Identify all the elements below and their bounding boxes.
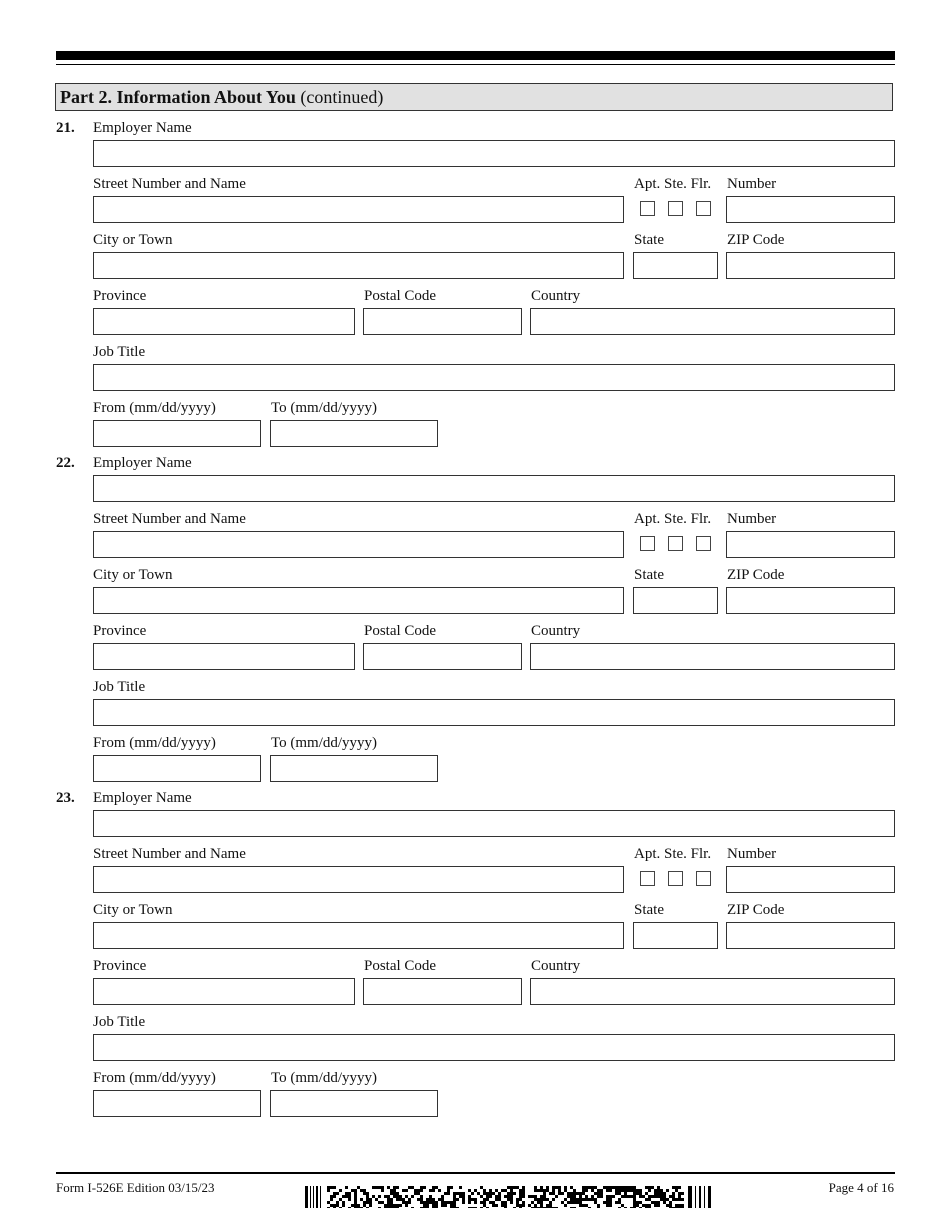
item-21-state-select[interactable] [633, 252, 718, 279]
item-21-employer-name-label: Employer Name [93, 120, 192, 136]
item-22-to-date-field[interactable] [270, 755, 438, 782]
barcode-icon [305, 1186, 712, 1208]
item-22-ste-checkbox[interactable] [668, 536, 683, 551]
item-22-state-select[interactable] [633, 587, 718, 614]
item-22-flr-checkbox[interactable] [696, 536, 711, 551]
top-rule-thick [56, 51, 895, 60]
item-23-employer-name-field[interactable] [93, 810, 895, 837]
item-21-apt-number-field[interactable] [726, 196, 895, 223]
item-22-city-label: City or Town [93, 567, 173, 583]
item-21-number: 21. [56, 120, 75, 136]
item-21-flr-checkbox[interactable] [696, 201, 711, 216]
item-22-apt-ste-flr-label: Apt. Ste. Flr. [634, 511, 712, 527]
item-21-country-label: Country [531, 288, 581, 304]
page-number: Page 4 of 16 [828, 1180, 894, 1195]
part-title: Part 2. Information About You [60, 87, 296, 107]
item-21-apt-checkbox[interactable] [640, 201, 655, 216]
item-22-apt-number-field[interactable] [726, 531, 895, 558]
item-21-country-field[interactable] [530, 308, 895, 335]
item-23-city-label: City or Town [93, 902, 173, 918]
item-23-state-select[interactable] [633, 922, 718, 949]
item-21-zip-field[interactable] [726, 252, 895, 279]
item-22-zip-label: ZIP Code [727, 567, 785, 583]
item-22-number-label: Number [727, 511, 777, 527]
item-21-job-title-field[interactable] [93, 364, 895, 391]
item-21-zip-label: ZIP Code [727, 232, 785, 248]
item-23-postal-code-field[interactable] [363, 978, 522, 1005]
item-21-province-field[interactable] [93, 308, 355, 335]
item-22-zip-field[interactable] [726, 587, 895, 614]
item-23-employer-name-label: Employer Name [93, 790, 192, 806]
item-22-job-title-field[interactable] [93, 699, 895, 726]
item-23-flr-checkbox[interactable] [696, 871, 711, 886]
item-23-to-date-label: To (mm/dd/yyyy) [271, 1070, 378, 1086]
item-23-postal-code-label: Postal Code [364, 958, 437, 974]
item-23-province-field[interactable] [93, 978, 355, 1005]
item-23-country-field[interactable] [530, 978, 895, 1005]
item-21-ste-checkbox[interactable] [668, 201, 683, 216]
item-23-number-label: Number [727, 846, 777, 862]
item-22-street-label: Street Number and Name [93, 511, 246, 527]
item-22-employer-name-label: Employer Name [93, 455, 192, 471]
item-23-city-field[interactable] [93, 922, 624, 949]
item-22-postal-code-label: Postal Code [364, 623, 437, 639]
item-23-zip-label: ZIP Code [727, 902, 785, 918]
item-22-province-field[interactable] [93, 643, 355, 670]
item-22-country-label: Country [531, 623, 581, 639]
item-21-postal-code-label: Postal Code [364, 288, 437, 304]
item-23-apt-checkbox[interactable] [640, 871, 655, 886]
item-21-province-label: Province [93, 288, 147, 304]
item-23-apt-number-field[interactable] [726, 866, 895, 893]
item-23-street-label: Street Number and Name [93, 846, 246, 862]
item-23-province-label: Province [93, 958, 147, 974]
top-rule-thin [56, 64, 895, 65]
item-21-to-date-label: To (mm/dd/yyyy) [271, 400, 378, 416]
part-header [55, 83, 893, 111]
item-22-state-label: State [634, 567, 664, 583]
item-23-state-label: State [634, 902, 664, 918]
item-21-to-date-field[interactable] [270, 420, 438, 447]
item-23-job-title-label: Job Title [93, 1014, 146, 1030]
item-22-province-label: Province [93, 623, 147, 639]
item-22-city-field[interactable] [93, 587, 624, 614]
item-23-ste-checkbox[interactable] [668, 871, 683, 886]
item-21-street-label: Street Number and Name [93, 176, 246, 192]
item-21-job-title-label: Job Title [93, 344, 146, 360]
item-22-employer-name-field[interactable] [93, 475, 895, 502]
item-22-from-date-label: From (mm/dd/yyyy) [93, 735, 216, 751]
item-23-job-title-field[interactable] [93, 1034, 895, 1061]
item-23-country-label: Country [531, 958, 581, 974]
item-23-from-date-label: From (mm/dd/yyyy) [93, 1070, 216, 1086]
item-22-postal-code-field[interactable] [363, 643, 522, 670]
item-21-city-label: City or Town [93, 232, 173, 248]
item-21-from-date-label: From (mm/dd/yyyy) [93, 400, 216, 416]
item-21-street-field[interactable] [93, 196, 624, 223]
item-22-job-title-label: Job Title [93, 679, 146, 695]
item-21-state-label: State [634, 232, 664, 248]
item-22-from-date-field[interactable] [93, 755, 261, 782]
item-22-country-field[interactable] [530, 643, 895, 670]
part-suffix: (continued) [295, 87, 384, 107]
item-23-zip-field[interactable] [726, 922, 895, 949]
item-22-to-date-label: To (mm/dd/yyyy) [271, 735, 378, 751]
item-21-postal-code-field[interactable] [363, 308, 522, 335]
item-23-apt-ste-flr-label: Apt. Ste. Flr. [634, 846, 712, 862]
item-21-number-label: Number [727, 176, 777, 192]
item-22-number: 22. [56, 455, 75, 471]
item-21-employer-name-field[interactable] [93, 140, 895, 167]
form-edition: Form I-526E Edition 03/15/23 [56, 1180, 215, 1195]
item-23-street-field[interactable] [93, 866, 624, 893]
item-21-from-date-field[interactable] [93, 420, 261, 447]
item-22-street-field[interactable] [93, 531, 624, 558]
item-23-from-date-field[interactable] [93, 1090, 261, 1117]
footer-rule [56, 1172, 895, 1174]
item-22-apt-checkbox[interactable] [640, 536, 655, 551]
item-21-apt-ste-flr-label: Apt. Ste. Flr. [634, 176, 712, 192]
item-21-city-field[interactable] [93, 252, 624, 279]
item-23-to-date-field[interactable] [270, 1090, 438, 1117]
item-23-number: 23. [56, 790, 75, 806]
